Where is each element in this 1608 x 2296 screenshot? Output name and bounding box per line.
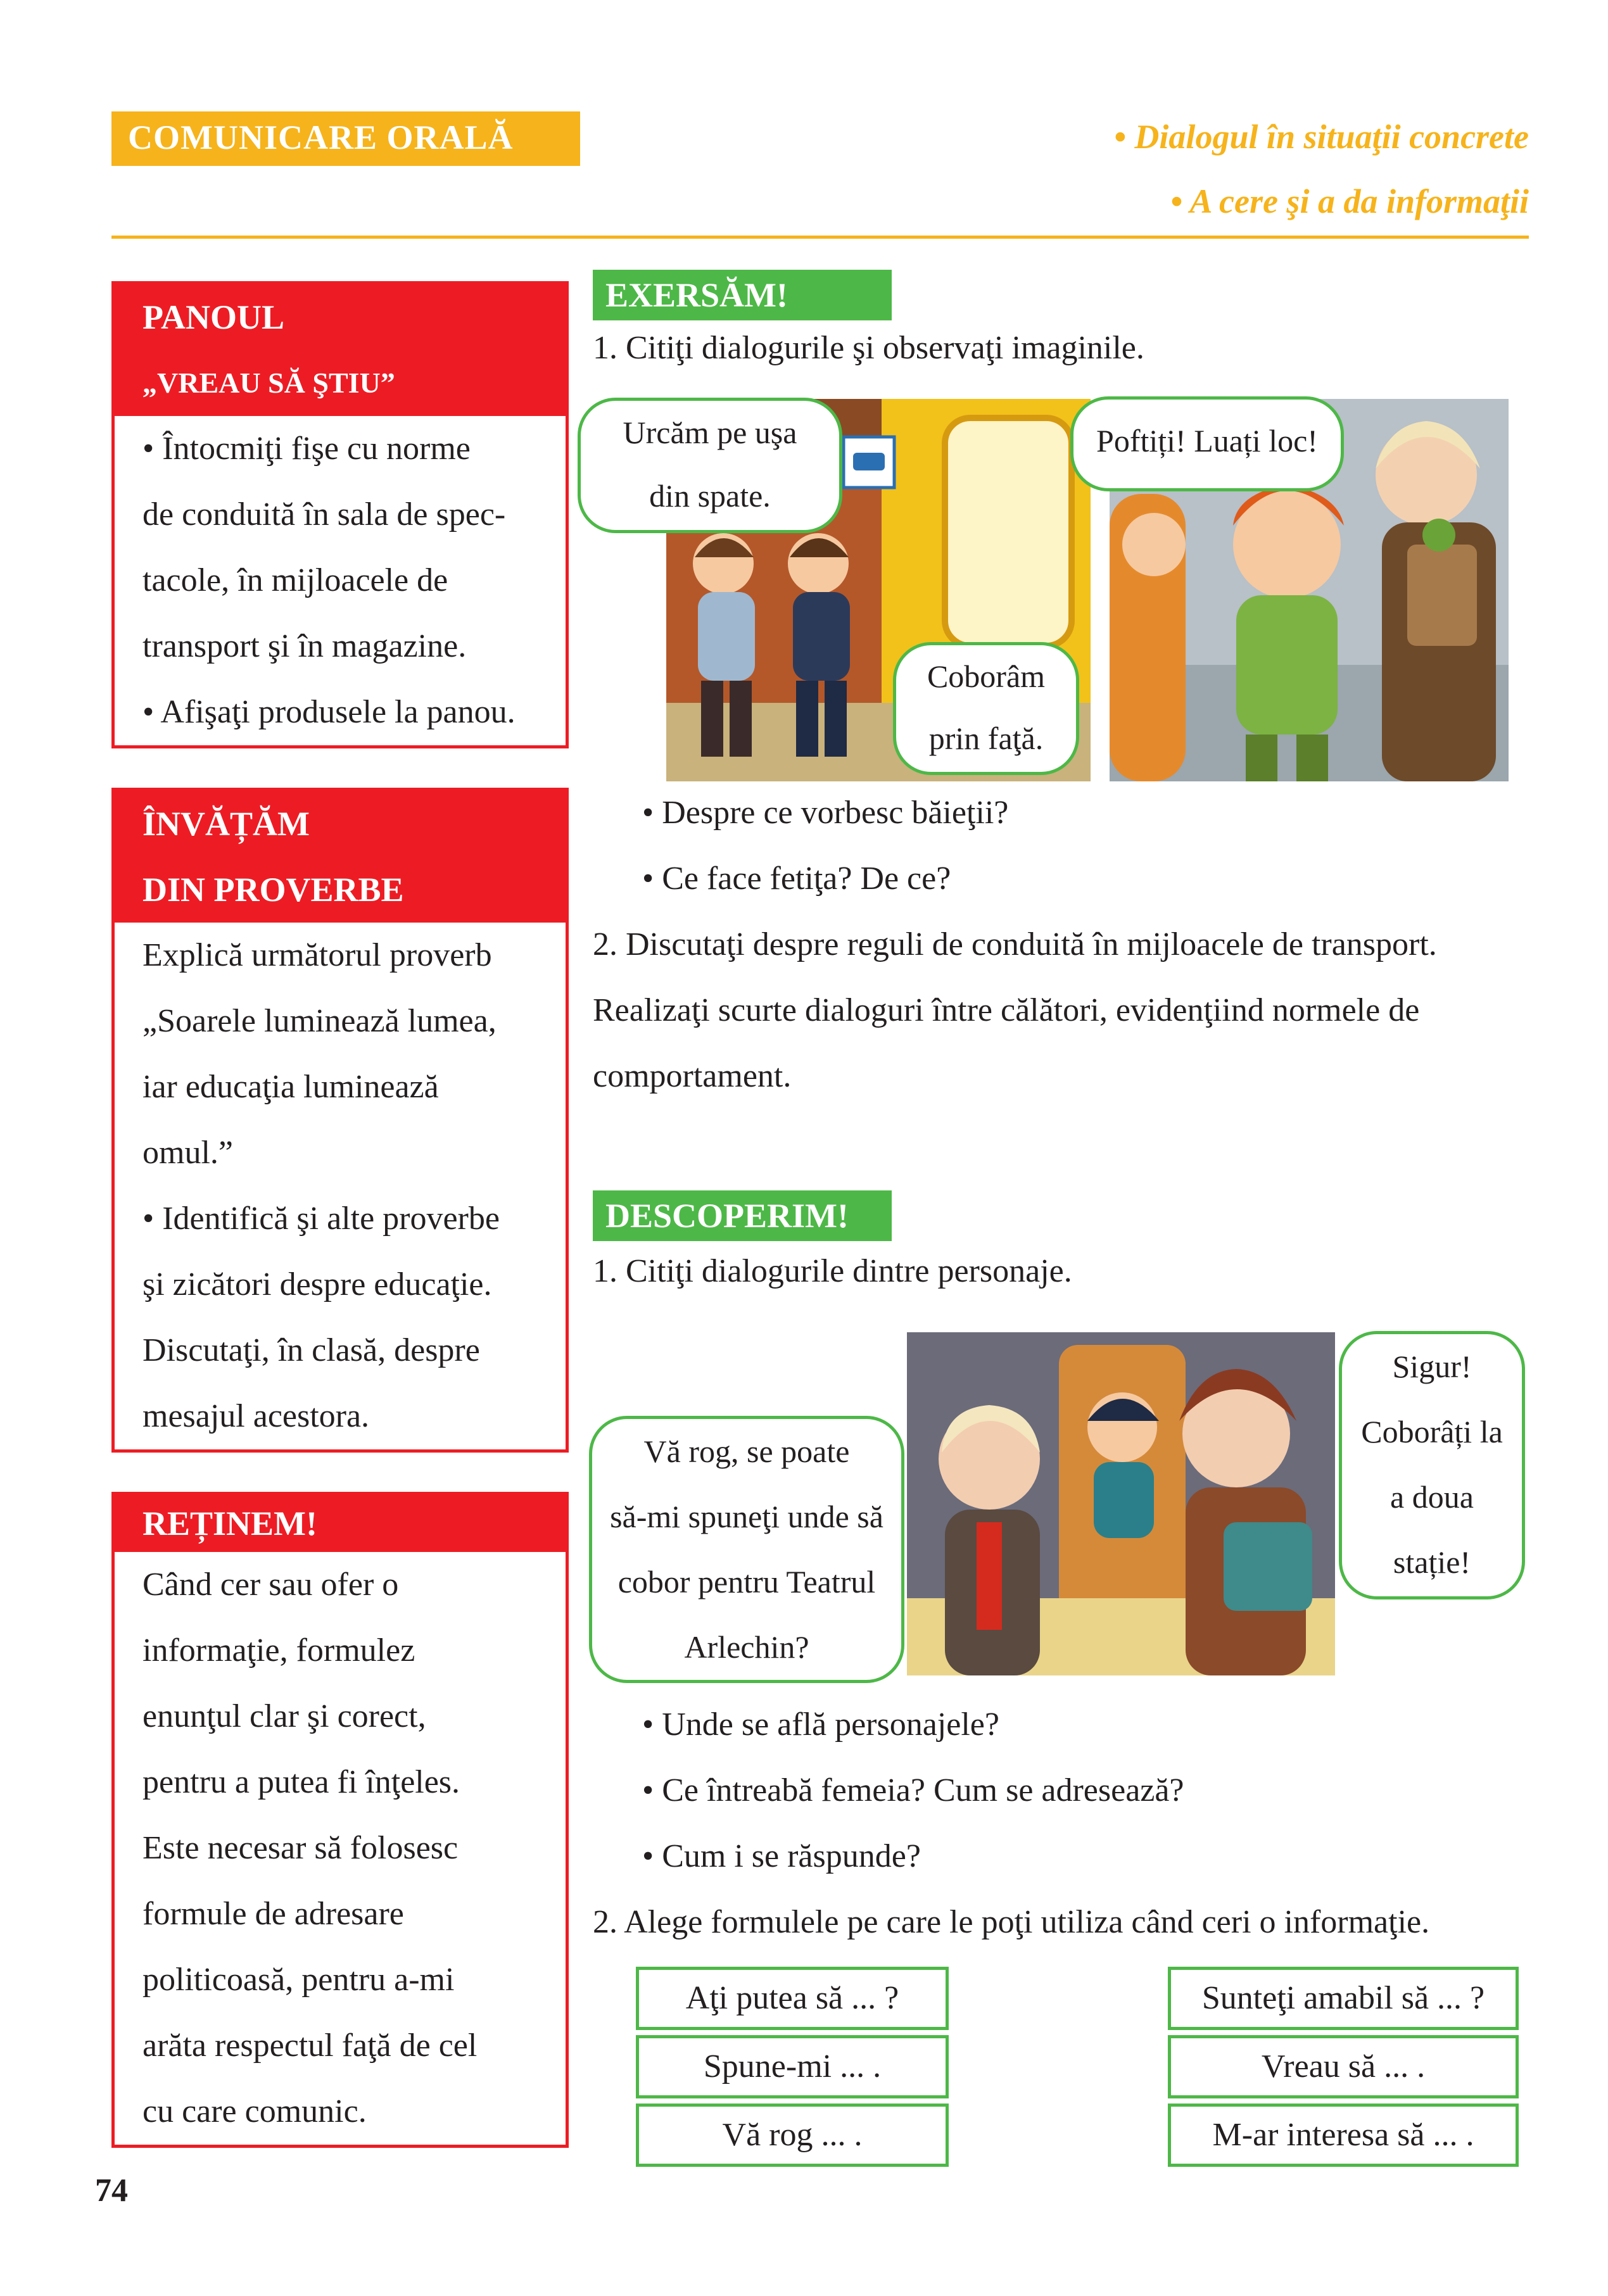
proverbs-subtitle: DIN PROVERBE [142, 871, 404, 909]
descoperim-task1: 1. Citiţi dialogurile dintre personaje. [593, 1253, 1072, 1289]
illustration-tram-passengers [907, 1332, 1335, 1675]
formula-option[interactable]: M-ar interesa să ... . [1168, 2104, 1519, 2167]
formula-option[interactable]: Vreau să ... . [1168, 2035, 1519, 2098]
bubble-answer: Sigur! Coborâți la a doua stație! [1339, 1331, 1525, 1599]
panel-text: • Întocmiţi fişe cu norme de conduită în sala de spec- tacole, în mijloacele de transport şi în magazine. • Afişaţi produsele la panou. [142, 431, 516, 730]
topic-2: • A cere şi a da informaţii [1170, 182, 1529, 220]
formula-option[interactable]: Spune-mi ... . [636, 2035, 949, 2098]
topic-1: • Dialogul în situaţii concrete [1114, 118, 1529, 156]
descoperim-task2: 2. Alege formulele pe care le poţi utiliza când ceri o informaţie. [593, 1904, 1430, 1940]
formula-option[interactable]: Aţi putea să ... ? [636, 1967, 949, 2030]
exersam-task2-line3: comportament. [593, 1058, 792, 1094]
bubble-poftiti: Poftiți! Luați loc! [1070, 396, 1344, 491]
exersam-task2-line1: 2. Discutaţi despre reguli de conduită în mijloacele de transport. [593, 926, 1437, 962]
descoperim-tag: DESCOPERIM! [593, 1190, 892, 1241]
bubble-urcam: Urcăm pe uşa din spate. [578, 398, 842, 533]
exersam-task1: 1. Citiţi dialogurile şi observaţi imaginile. [593, 330, 1144, 366]
panel-box [111, 281, 569, 748]
panel-title: PANOUL [142, 298, 284, 336]
page-number: 74 [95, 2173, 128, 2209]
bubble-coboram: Coborâm prin faţă. [893, 642, 1079, 775]
proverbs-box [111, 788, 569, 1453]
exersam-task2-line2: Realizaţi scurte dialoguri între călători, evidenţiind normele de [593, 992, 1420, 1028]
retinem-title: REȚINEM! [142, 1504, 318, 1542]
retinem-box [111, 1492, 569, 2148]
descoperim-question-1: • Unde se află personajele? [642, 1706, 999, 1743]
retinem-text: Când cer sau ofer o informaţie, formulez enunţul clar şi corect, pentru a putea fi înţeles. Este necesar să folosesc formule de adresare politicoasă, pentru a-mi arăta respectul faţă de cel cu care comunic. [142, 1567, 478, 2129]
formula-option[interactable]: Vă rog ... . [636, 2104, 949, 2167]
descoperim-question-2: • Ce întreabă femeia? Cum se adresează? [642, 1772, 1184, 1808]
section-title: COMUNICARE ORALĂ [128, 118, 514, 156]
section-label [111, 111, 580, 166]
exersam-question-2: • Ce face fetiţa? De ce? [642, 861, 951, 897]
bubble-question: Vă rog, se poate să-mi spuneţi unde să cobor pentru Teatrul Arlechin? [589, 1416, 904, 1683]
proverbs-title: ÎNVĂȚĂM [142, 805, 310, 843]
proverbs-text: Explică următorul proverb „Soarele luminează lumea, iar educaţia luminează omul.” • Identifică şi alte proverbe şi zicători despre educaţie. Discutaţi, în clasă, despre mesajul acestora. [142, 937, 500, 1434]
descoperim-question-3: • Cum i se răspunde? [642, 1838, 921, 1874]
header-divider [111, 236, 1529, 239]
exersam-question-1: • Despre ce vorbesc băieţii? [642, 795, 1009, 831]
formula-option[interactable]: Sunteţi amabil să ... ? [1168, 1967, 1519, 2030]
tram-passengers-drawing [907, 1332, 1335, 1675]
panel-subtitle: „VREAU SĂ ŞTIU” [142, 367, 395, 399]
exersam-tag: EXERSĂM! [593, 270, 892, 320]
